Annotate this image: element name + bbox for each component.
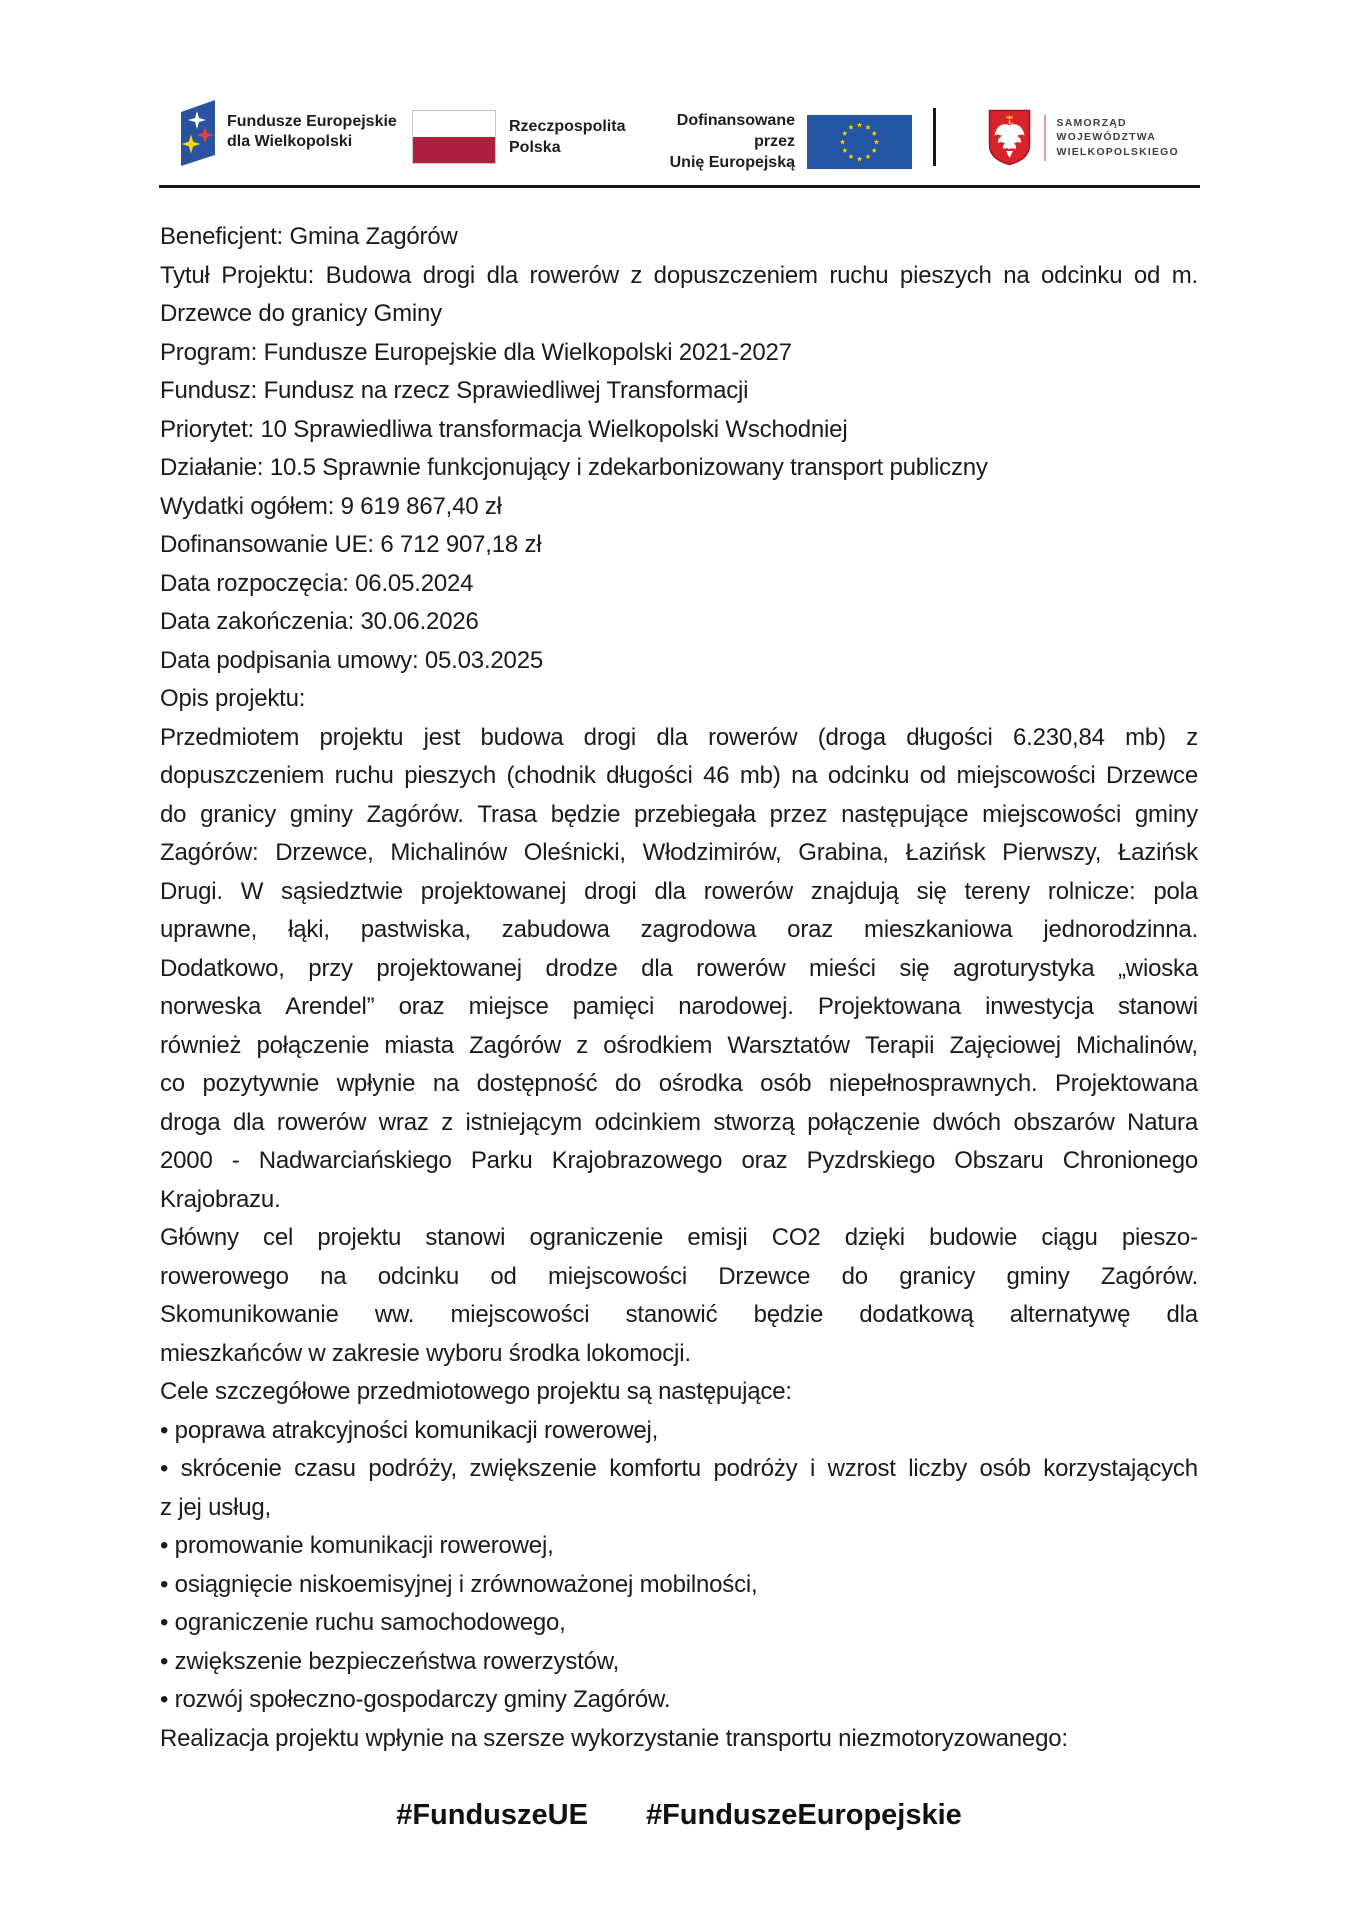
text-line: Beneficjent: Gmina Zagórów bbox=[160, 223, 458, 250]
logo-wielkopolska bbox=[988, 109, 1179, 166]
text-line: Tytuł Projektu: Budowa drogi dla rowerów z dopuszczeniem ruchu pieszych na odcinku od m. bbox=[160, 261, 1198, 289]
eu-funding-text bbox=[640, 110, 795, 173]
header-vertical-divider bbox=[933, 108, 936, 166]
text-line: również połączenie miasta Zagórów z ośrodkiem Warsztatów Terapii Zajęciowej Michalinów, bbox=[160, 1031, 1198, 1059]
text-line: 2000 - Nadwarciańskiego Parku Krajobrazowego oraz Pyzdrskiego Obszaru Chronionego bbox=[160, 1147, 1198, 1174]
text-line: droga dla rowerów wraz z istniejącym odcinkiem stworzą połączenie dwóch obszarów Natura bbox=[160, 1108, 1198, 1136]
text-line: Przedmiotem projektu jest budowa drogi dla rowerów (droga długości 6.230,84 mb) z bbox=[160, 723, 1198, 751]
text-line: Drzewce do granicy Gminy bbox=[160, 300, 442, 327]
text-line: mieszkańców w zakresie wyboru środka lokomocji. bbox=[160, 1339, 691, 1367]
eu-funding-line1: Dofinansowane przez bbox=[676, 112, 795, 150]
text-line: Priorytet: 10 Sprawiedliwa transformacja Wielkopolski Wschodniej bbox=[160, 415, 848, 443]
eu-funding-line2: Unię Europejską bbox=[669, 154, 795, 171]
text-line: dopuszczeniem ruchu pieszych (chodnik długości 46 mb) na odcinku od miejscowości Drzewce bbox=[160, 762, 1198, 789]
text-line: Fundusz: Fundusz na rzecz Sprawiedliwej Transformacji bbox=[160, 377, 749, 404]
text-line: Data podpisania umowy: 05.03.2025 bbox=[160, 646, 544, 674]
header-rule bbox=[159, 185, 1200, 188]
poland-logo-line2: Polska bbox=[509, 139, 561, 156]
text-line: Program: Fundusze Europejskie dla Wielkopolski 2021-2027 bbox=[160, 338, 792, 366]
logo-poland bbox=[412, 110, 625, 164]
text-line: uprawne, łąki, pastwiska, zabudowa zagrodowa oraz mieszkaniowa jednorodzinna. bbox=[160, 916, 1198, 943]
logo-eu-funding bbox=[640, 110, 912, 173]
text-line: Skomunikowanie ww. miejscowości stanowić będzie dodatkową alternatywę dla bbox=[160, 1301, 1198, 1328]
polish-flag-icon bbox=[412, 110, 496, 164]
text-line: • promowanie komunikacji rowerowej, bbox=[160, 1532, 554, 1559]
text-line: do granicy gminy Zagórów. Trasa będzie przebiegała przez następujące miejscowości gminy bbox=[160, 800, 1198, 828]
text-line: rowerowego na odcinku od miejscowości Drzewce do granicy gminy Zagórów. bbox=[160, 1262, 1198, 1290]
text-line: • zwiększenie bezpieczeństwa rowerzystów, bbox=[160, 1647, 620, 1675]
eu-funds-logo-text bbox=[227, 112, 397, 152]
header bbox=[0, 0, 1357, 186]
eu-flag-icon bbox=[807, 115, 912, 169]
text-line: • rozwój społeczno-gospodarczy gminy Zagórów. bbox=[160, 1686, 671, 1713]
hashtag-fundusze-europejskie: #FunduszeEuropejskie bbox=[645, 1799, 962, 1831]
wielkopolska-logo-text bbox=[1057, 116, 1179, 160]
poland-logo-line1: Rzeczpospolita bbox=[509, 118, 626, 135]
text-line: Dodatkowo, przy projektowanej drodze dla rowerów mieści się agroturystyka „wioska bbox=[160, 954, 1198, 982]
poland-logo-text bbox=[509, 116, 625, 158]
hashtag-fundusze-ue: #FunduszeUE bbox=[396, 1799, 588, 1831]
text-line: co pozytywnie wpłynie na dostępność do ośrodka osób niepełnosprawnych. Projektowana bbox=[160, 1070, 1198, 1097]
eu-funds-logo-line2: dla Wielkopolski bbox=[227, 133, 353, 150]
logo-eu-funds bbox=[178, 96, 397, 168]
wielkopolska-crest-icon bbox=[988, 109, 1031, 166]
text-line: z jej usług, bbox=[160, 1493, 271, 1521]
text-line: norweska Arendel” oraz miejsce pamięci narodowej. Projektowana inwestycja stanowi bbox=[160, 993, 1198, 1020]
eu-funds-flag-icon bbox=[178, 96, 218, 168]
text-line: Drugi. W sąsiedztwie projektowanej drogi dla rowerów znajdują się tereny rolnicze: pola bbox=[160, 877, 1198, 905]
text-line: Data rozpoczęcia: 06.05.2024 bbox=[160, 569, 474, 597]
text-line: Zagórów: Drzewce, Michalinów Oleśnicki, Włodzimirów, Grabina, Łazińsk Pierwszy, Łazińsk bbox=[160, 839, 1198, 866]
text-line: Wydatki ogółem: 9 619 867,40 zł bbox=[160, 492, 502, 520]
document-body bbox=[160, 218, 1198, 1758]
text-line: Dofinansowanie UE: 6 712 907,18 zł bbox=[160, 531, 542, 558]
text-line: • ograniczenie ruchu samochodowego, bbox=[160, 1609, 566, 1636]
text-line: • skrócenie czasu podróży, zwiększenie komfortu podróży i wzrost liczby osób korzystających bbox=[160, 1455, 1198, 1482]
text-line: • poprawa atrakcyjności komunikacji rowerowej, bbox=[160, 1416, 659, 1444]
wielkopolska-logo-line3: WIELKOPOLSKIEGO bbox=[1056, 145, 1179, 158]
text-line: • osiągnięcie niskoemisyjnej i zrównoważonej mobilności, bbox=[160, 1570, 758, 1598]
text-line: Cele szczegółowe przedmiotowego projektu są następujące: bbox=[160, 1378, 792, 1405]
wielkopolska-logo-line2: WOJEWÓDZTWA bbox=[1056, 131, 1157, 144]
text-line: Data zakończenia: 30.06.2026 bbox=[160, 608, 479, 635]
text-line: Opis projektu: bbox=[160, 685, 306, 712]
text-line: Główny cel projektu stanowi ograniczenie emisji CO2 dzięki budowie ciągu pieszo- bbox=[160, 1224, 1198, 1251]
eu-funds-logo-line1: Fundusze Europejskie bbox=[227, 113, 397, 130]
crest-text-separator bbox=[1044, 115, 1046, 161]
footer-hashtags bbox=[160, 1796, 1198, 1834]
wielkopolska-logo-line1: SAMORZĄD bbox=[1056, 116, 1127, 129]
text-line: Krajobrazu. bbox=[160, 1185, 281, 1213]
text-line: Działanie: 10.5 Sprawnie funkcjonujący i zdekarbonizowany transport publiczny bbox=[160, 454, 988, 481]
text-line: Realizacja projektu wpłynie na szersze wykorzystanie transportu niezmotoryzowanego: bbox=[160, 1724, 1068, 1752]
